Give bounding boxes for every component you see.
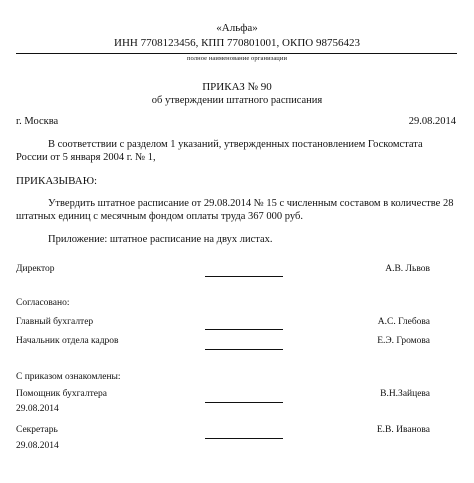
hr-head-name: Е.Э. Громова [377, 336, 430, 346]
assistant-name: В.Н.Зайцева [380, 389, 430, 399]
approved-label: Согласовано: [16, 298, 70, 308]
order-subtitle: об утверждении штатного расписания [151, 95, 323, 106]
director-signature-line [205, 276, 283, 277]
director-name: А.В. Львов [385, 264, 430, 274]
attachment-note: Приложение: штатное расписание на двух листах. [48, 234, 273, 245]
organization-underline [16, 53, 457, 54]
order-item-line-1: Утвердить штатное расписание от 29.08.2014 № 15 с численным составом в количестве 28 [48, 198, 454, 209]
organization-name: «Альфа» [216, 22, 258, 34]
assistant-date: 29.08.2014 [16, 404, 59, 414]
secretary-name: Е.В. Иванова [376, 425, 430, 435]
assistant-title: Помощник бухгалтера [16, 389, 107, 399]
basis-text-line-1: В соответствии с разделом 1 указаний, утвержденных постановлением Госкомстата [48, 139, 423, 150]
organization-codes: ИНН 7708123456, КПП 770801001, ОКПО 98756423 [114, 37, 360, 49]
basis-text-line-2: России от 5 января 2004 г. № 1, [16, 152, 156, 163]
chief-accountant-name: А.С. Глебова [377, 317, 430, 327]
acquainted-label: С приказом ознакомлены: [16, 372, 121, 382]
order-date: 29.08.2014 [408, 116, 456, 127]
hr-head-title: Начальник отдела кадров [16, 336, 119, 346]
chief-accountant-signature-line [205, 329, 283, 330]
director-title: Директор [16, 264, 55, 274]
assistant-signature-line [205, 402, 283, 403]
secretary-signature-line [205, 438, 283, 439]
secretary-date: 29.08.2014 [16, 441, 59, 451]
order-city: г. Москва [16, 116, 59, 127]
order-title: ПРИКАЗ № 90 [202, 81, 272, 93]
secretary-title: Секретарь [16, 425, 58, 435]
order-item-line-2: штатных единиц с месячным фондом оплаты труда 367 000 руб. [16, 211, 303, 222]
hr-head-signature-line [205, 349, 283, 350]
order-word: ПРИКАЗЫВАЮ: [16, 175, 98, 187]
organization-caption: полное наименование организации [186, 55, 288, 62]
chief-accountant-title: Главный бухгалтер [16, 317, 94, 327]
